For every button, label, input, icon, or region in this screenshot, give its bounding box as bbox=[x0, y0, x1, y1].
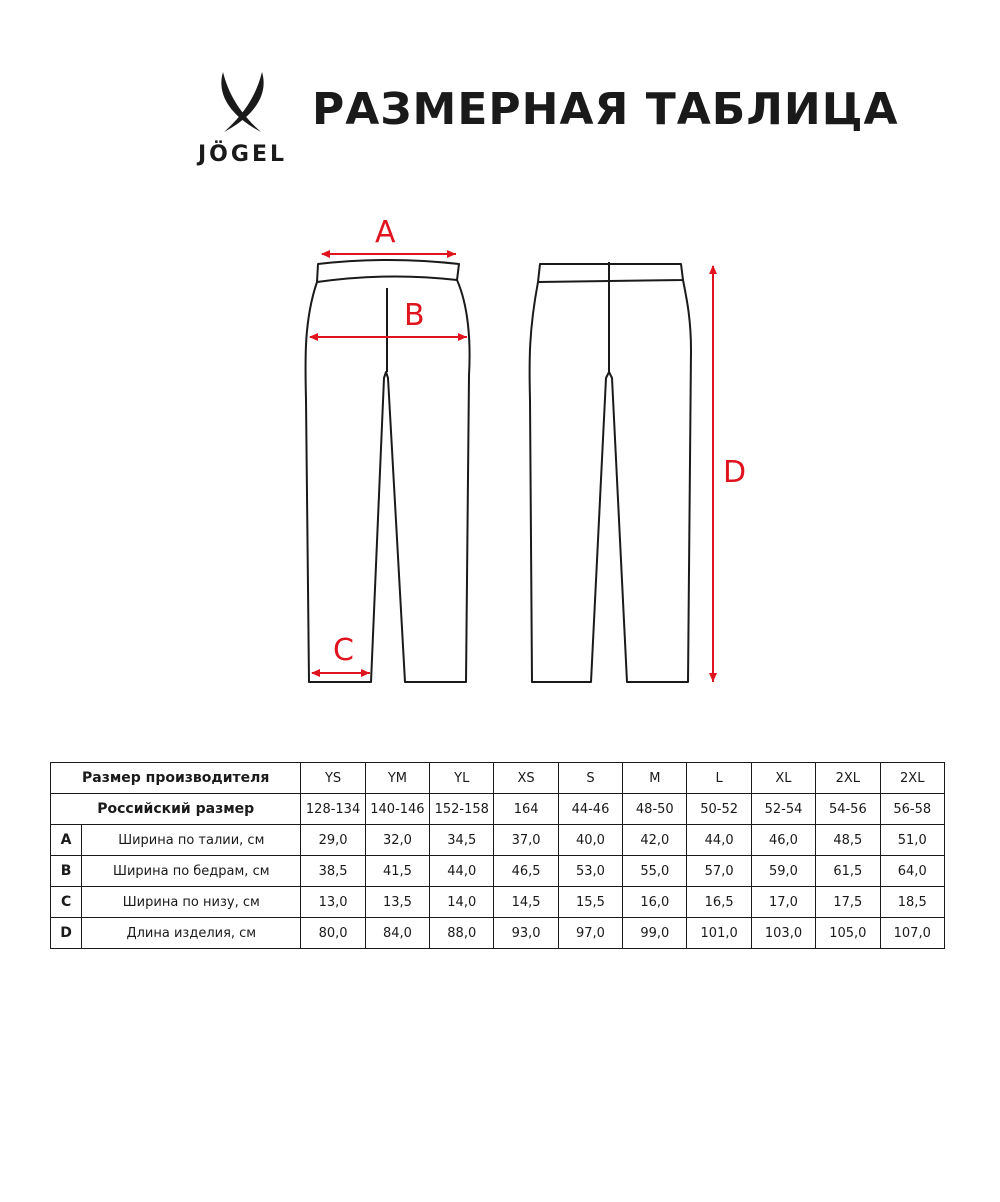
value-cell: 14,0 bbox=[430, 887, 494, 918]
value-cell: 80,0 bbox=[301, 918, 365, 949]
value-cell: 32,0 bbox=[365, 825, 429, 856]
value-cell: 16,0 bbox=[623, 887, 687, 918]
dimension-arrows bbox=[310, 254, 713, 682]
dimension-label-c: C bbox=[333, 633, 354, 668]
size-cell: S bbox=[558, 763, 622, 794]
value-cell: 46,0 bbox=[751, 825, 815, 856]
value-cell: 97,0 bbox=[558, 918, 622, 949]
size-cell: 54-56 bbox=[816, 794, 880, 825]
page-title: РАЗМЕРНАЯ ТАБЛИЦА bbox=[312, 84, 899, 135]
value-cell: 103,0 bbox=[751, 918, 815, 949]
value-cell: 13,5 bbox=[365, 887, 429, 918]
pants-drawing bbox=[0, 200, 1000, 720]
brand-logo bbox=[190, 70, 300, 170]
size-cell: L bbox=[687, 763, 751, 794]
value-cell: 61,5 bbox=[816, 856, 880, 887]
russian-size-row bbox=[51, 794, 945, 825]
size-cell: YS bbox=[301, 763, 365, 794]
measurement-code: D bbox=[51, 918, 82, 949]
measurement-code: A bbox=[51, 825, 82, 856]
size-cell: XS bbox=[494, 763, 558, 794]
dimension-label-a: A bbox=[375, 215, 396, 250]
logo-wordmark: JÖGEL bbox=[198, 142, 287, 167]
value-cell: 51,0 bbox=[880, 825, 945, 856]
measurement-label: Ширина по низу, см bbox=[82, 887, 301, 918]
size-cell: 164 bbox=[494, 794, 558, 825]
measurement-code: B bbox=[51, 856, 82, 887]
value-cell: 105,0 bbox=[816, 918, 880, 949]
size-cell: 2XL bbox=[816, 763, 880, 794]
measurement-row-b bbox=[51, 856, 945, 887]
value-cell: 44,0 bbox=[687, 825, 751, 856]
value-cell: 46,5 bbox=[494, 856, 558, 887]
size-cell: M bbox=[623, 763, 687, 794]
russian-size-label: Российский размер bbox=[51, 794, 301, 825]
size-cell: 140-146 bbox=[365, 794, 429, 825]
value-cell: 59,0 bbox=[751, 856, 815, 887]
dimension-label-b: B bbox=[404, 298, 425, 333]
jogel-logo-icon bbox=[215, 70, 270, 135]
value-cell: 17,0 bbox=[751, 887, 815, 918]
size-cell: 152-158 bbox=[430, 794, 494, 825]
size-cell: 56-58 bbox=[880, 794, 945, 825]
value-cell: 64,0 bbox=[880, 856, 945, 887]
size-cell: 2XL bbox=[880, 763, 945, 794]
value-cell: 14,5 bbox=[494, 887, 558, 918]
manufacturer-size-row bbox=[51, 763, 945, 794]
measurement-label: Ширина по талии, см bbox=[82, 825, 301, 856]
size-cell: 48-50 bbox=[623, 794, 687, 825]
size-table bbox=[50, 762, 945, 949]
measurement-label: Длина изделия, см bbox=[82, 918, 301, 949]
back-pants-outline bbox=[530, 262, 691, 682]
value-cell: 107,0 bbox=[880, 918, 945, 949]
measurement-code: C bbox=[51, 887, 82, 918]
value-cell: 53,0 bbox=[558, 856, 622, 887]
value-cell: 84,0 bbox=[365, 918, 429, 949]
size-cell: XL bbox=[751, 763, 815, 794]
measurement-row-a bbox=[51, 825, 945, 856]
dimension-label-d: D bbox=[723, 455, 747, 490]
size-cell: 52-54 bbox=[751, 794, 815, 825]
value-cell: 101,0 bbox=[687, 918, 751, 949]
size-cell: YM bbox=[365, 763, 429, 794]
value-cell: 88,0 bbox=[430, 918, 494, 949]
value-cell: 93,0 bbox=[494, 918, 558, 949]
value-cell: 29,0 bbox=[301, 825, 365, 856]
value-cell: 48,5 bbox=[816, 825, 880, 856]
measurement-label: Ширина по бедрам, см bbox=[82, 856, 301, 887]
measurement-row-c bbox=[51, 887, 945, 918]
value-cell: 44,0 bbox=[430, 856, 494, 887]
value-cell: 41,5 bbox=[365, 856, 429, 887]
value-cell: 17,5 bbox=[816, 887, 880, 918]
value-cell: 37,0 bbox=[494, 825, 558, 856]
size-cell: 50-52 bbox=[687, 794, 751, 825]
front-pants-outline bbox=[305, 260, 469, 682]
size-cell: YL bbox=[430, 763, 494, 794]
value-cell: 55,0 bbox=[623, 856, 687, 887]
value-cell: 38,5 bbox=[301, 856, 365, 887]
value-cell: 13,0 bbox=[301, 887, 365, 918]
value-cell: 15,5 bbox=[558, 887, 622, 918]
size-cell: 128-134 bbox=[301, 794, 365, 825]
pants-diagram bbox=[0, 200, 1000, 720]
value-cell: 16,5 bbox=[687, 887, 751, 918]
value-cell: 42,0 bbox=[623, 825, 687, 856]
value-cell: 99,0 bbox=[623, 918, 687, 949]
value-cell: 18,5 bbox=[880, 887, 945, 918]
size-cell: 44-46 bbox=[558, 794, 622, 825]
measurement-row-d bbox=[51, 918, 945, 949]
value-cell: 57,0 bbox=[687, 856, 751, 887]
manufacturer-size-label: Размер производителя bbox=[51, 763, 301, 794]
value-cell: 34,5 bbox=[430, 825, 494, 856]
value-cell: 40,0 bbox=[558, 825, 622, 856]
